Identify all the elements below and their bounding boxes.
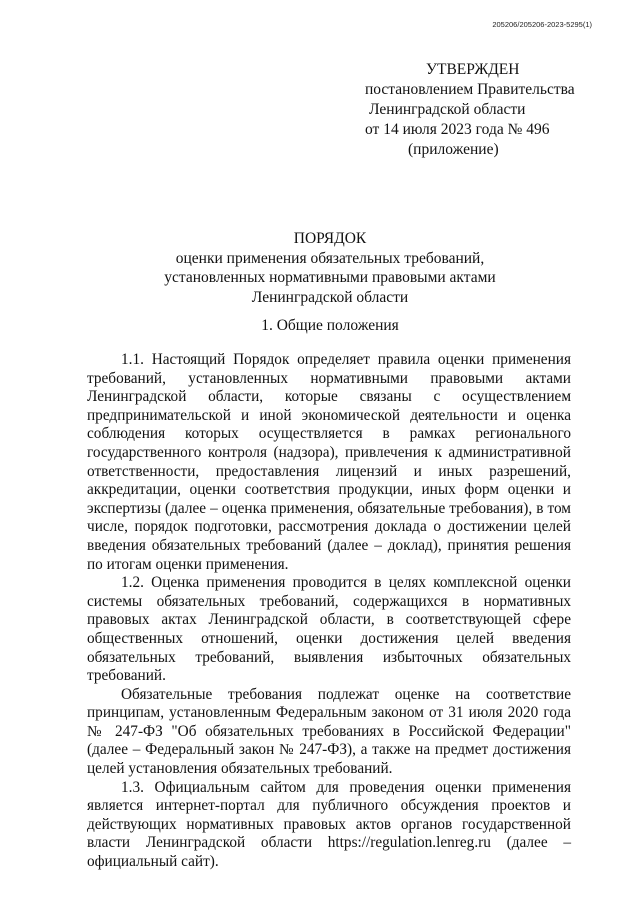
title-line: оценки применения обязательных требований, (175, 249, 485, 267)
paragraph: Обязательные требования подлежат оценке на соответствие принципам, установленным Федеральным законом от 31 июля 2020 года № 247-ФЗ "Об обязательных требованиях в Российской Федерации" (далее – Федеральный закон № 247-ФЗ), а также на предмет достижения целей установления обязательных требований. (87, 685, 571, 778)
approval-line: от 14 июля 2023 года № 496 (365, 121, 550, 138)
approval-note: (приложение) (408, 141, 499, 158)
approval-line: постановлением Правительства (365, 81, 575, 98)
paragraph: 1.2. Оценка применения проводится в целях комплексной оценки системы обязательных требований, содержащихся в нормативных правовых актах Ленинградской области, в соответствующей сфере общественных отношений, оценки достижения целей введения обязательных требований, выявления избыточных обязательных требований. (87, 574, 571, 685)
section-heading: 1. Общие положения (261, 317, 399, 334)
title-line: Ленинградской области (251, 288, 409, 306)
document-title (60, 229, 600, 307)
approval-stamp (365, 60, 605, 160)
paragraph: 1.3. Официальным сайтом для проведения оценки применения является интернет-портал для публичного обсуждения проектов и действующих нормативных правовых актов органов государственной власти Ленинградской области https://regulation.lenreg.ru (далее – официальный сайт). (87, 778, 571, 871)
registration-number: 205206/205206-2023-5295(1) (492, 20, 592, 29)
document-body (87, 351, 571, 872)
approval-heading: УТВЕРЖДЕН (426, 61, 520, 78)
paragraph: 1.1. Настоящий Порядок определяет правила оценки применения требований, установленных нормативными правовыми актами Ленинградской области, которые связаны с осуществлением предпринимательской и иной экономической деятельности и оценка соблюдения которых осуществляется в рамках регионального государственного контроля (надзора), привлечения к административной ответственности, предоставления лицензий и иных разрешений, аккредитации, оценки соответствия продукции, иных форм оценки и экспертизы (далее – оценка применения, обязательные требования), в том числе, порядок подготовки, рассмотрения доклада о достижении целей введения обязательных требований (далее – доклад), принятия решения по итогам оценки применения. (87, 351, 571, 573)
title-line: установленных нормативными правовыми актами (164, 269, 496, 286)
approval-line: Ленинградской области (369, 101, 526, 118)
title-main: ПОРЯДОК (293, 230, 367, 247)
